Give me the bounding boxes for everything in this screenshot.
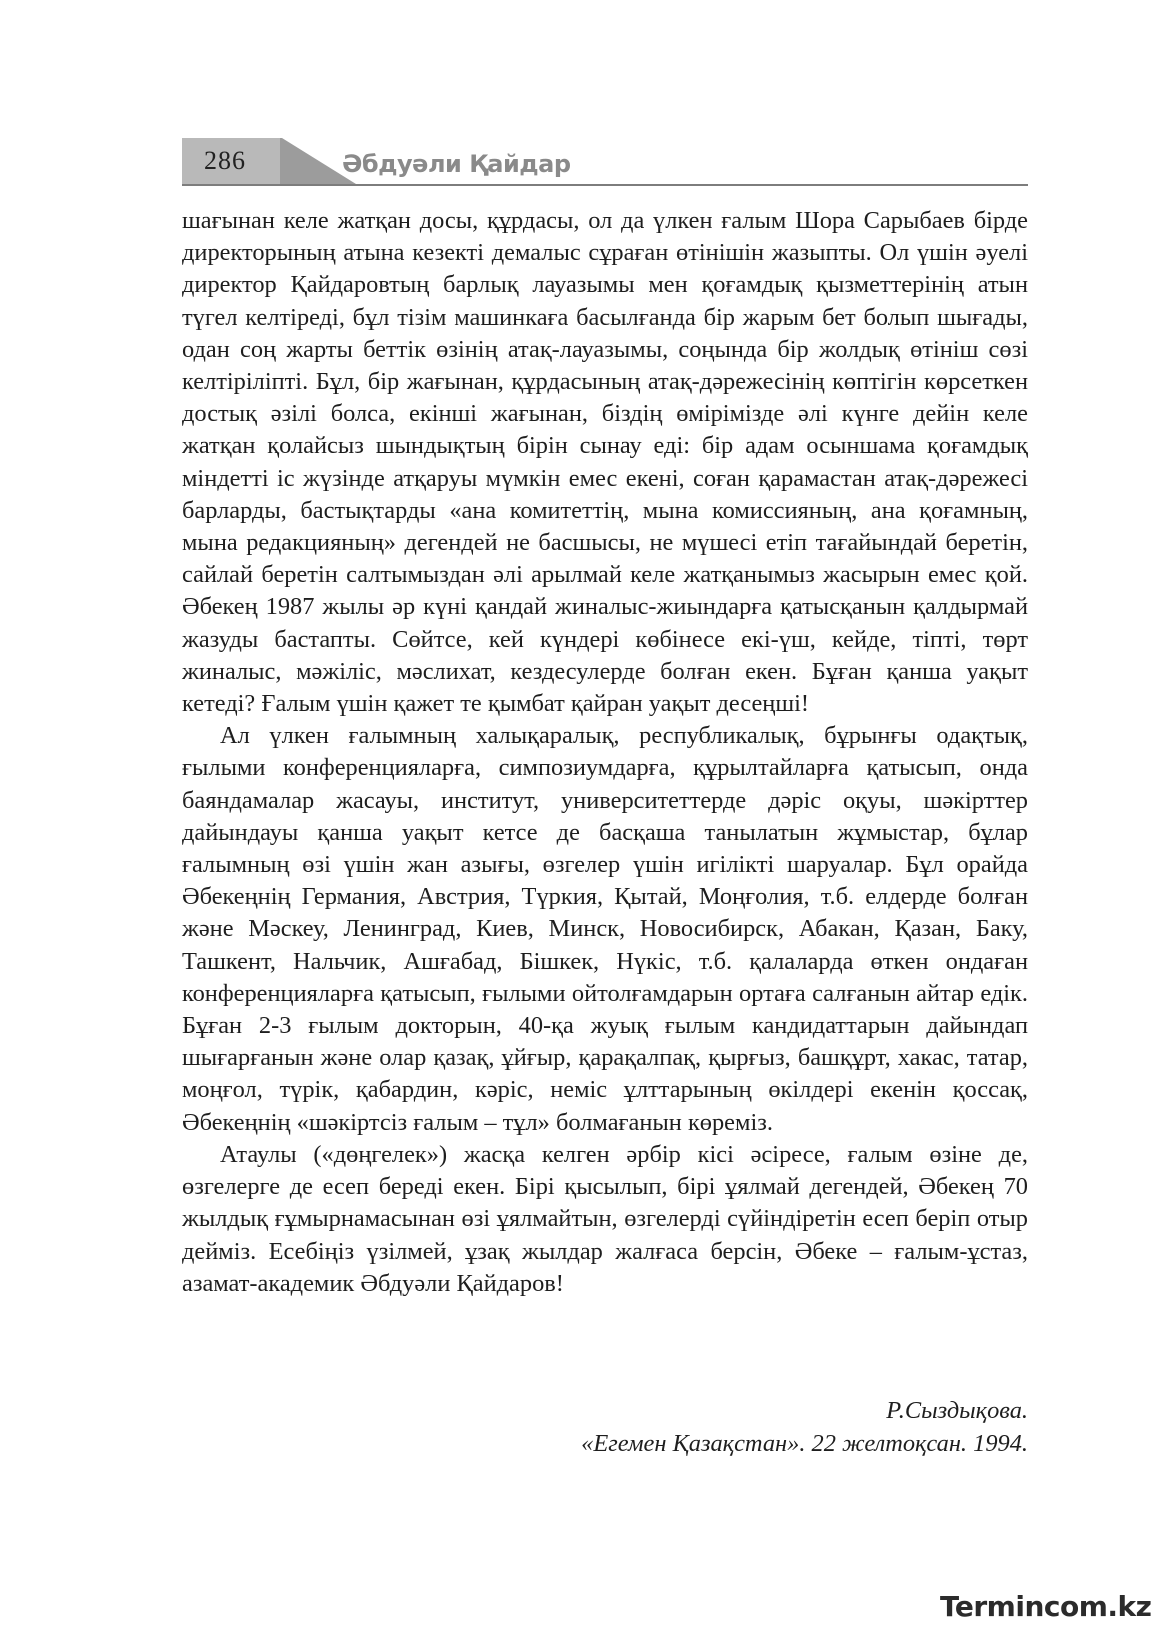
body-text	[182, 205, 1028, 1300]
page-number: 286	[204, 146, 246, 175]
paragraph: Атаулы («дөңгелек») жасқа келген әрбір кісі әсіресе, ғалым өзіне де, өзгелерге де есеп береді екен. Бірі қысылып, бірі ұялмай дегендей, Әбекең 70 жылдық ғұмырнамасынан өзі ұялмайтын, өзгелерді сүйіндіретін есеп беріп отыр дейміз. Есебіңіз үзілмей, ұзақ жылдар жалғаса берсін, Әбеке – ғалым-ұстаз, азамат-академик Әбдуәли Қайдаров!	[182, 1140, 1028, 1297]
signature-author: Р.Сыздықова.	[886, 1397, 1028, 1424]
paragraph: шағынан келе жатқан досы, құрдасы, ол да үлкен ғалым Шора Сарыбаев бірде директорының атына кезекті демалыс сұраған өтінішін жазыпты. Ол үшін әуелі директор Қайдаровтың барлық лауазымы мен қоғамдық қызметтерінің атын түгел келтіреді, бұл тізім машинкаға басылғанда бір жарым бет болып шығады, одан соң жарты беттік өзінің атақ-лауазымы, соңында бір жолдық өтініш сөзі келтіріліпті. Бұл, бір жағынан, құрдасының атақ-дәрежесінің көптігін көрсеткен достық әзілі болса, екінші жағынан, біздің өміріміздe әлі күнге дейін келе жатқан қолайсыз шындықтың бірін сынау еді: бір адам осыншама қоғамдық міндетті іс жүзінде атқаруы мүмкін емес екені, соған қарамастан атақ-дәрежесі барларды, бастықтарды «ана комитеттің, мына комиссияның, ана қоғамның, мына редакцияның» дегендей не басшысы, не мүшесі етіп тағайындай беретін, сайлай беретін салтымыздан әлі арылмай келе жатқанымыз жасырын емес қой. Әбекең 1987 жылы әр күні қандай жиналыс-жиындарға қатысқанын қалдырмай жазуды бастапты. Сөйтсе, кей күндері көбінесе екі-үш, кейде, тіпті, төрт жиналыс, мәжіліс, мәслихат, кездесулерде болған екен. Бұған қанша уақыт кетеді? Ғалым үшін қажет те қымбат қайран уақыт десеңші!	[182, 207, 1028, 718]
watermark-text: Termincom.kz	[940, 1590, 1152, 1623]
paragraph: Ал үлкен ғалымның халықаралық, республикалық, бұрынғы одақтық, ғылыми конференцияларға, симпозиумдарға, құрылтайларға қатысып, онда баяндамалар жасауы, институт, университеттерде дәріс оқуы, шәкірттер дайындауы қанша уақыт кетсе де басқаша танылатын жұмыстар, бұлар ғалымның өзі үшін жан азығы, өзгелер үшін игілікті шаруалар. Бұл орайда Әбекеңнің Германия, Австрия, Түркия, Қытай, Моңғолия, т.б. елдерде болған және Мәскеу, Ленинград, Киев, Минск, Новосибирск, Абакан, Қазан, Баку, Ташкент, Нальчик, Ашғабад, Бішкек, Нүкіс, т.б. қалаларда өткен ондаған конференцияларға қатысып, ғылыми ойтолғамдарын ортаға салғанын айтар едік. Бұған 2-3 ғылым докторын, 40-қа жуық ғылым кандидаттарын дайындап шығарғанын және олар қазақ, ұйғыр, қарақалпақ, қырғыз, башқұрт, хакас, татар, моңғол, түрік, қабардин, кәріс, неміс ұлттарының өкілдері екенін қоссақ, Әбекеңнің «шәкіртсіз ғалым – тұл» болмағанын көреміз.	[182, 722, 1028, 1136]
running-title: Әбдуәли Қайдар	[342, 150, 571, 178]
signature-source: «Егемен Қазақстан». 22 желтоқсан. 1994.	[581, 1430, 1028, 1457]
page-header	[182, 138, 1028, 188]
header-rule	[182, 184, 1028, 186]
signature-block	[581, 1394, 1028, 1460]
site-watermark	[940, 1590, 1150, 1630]
